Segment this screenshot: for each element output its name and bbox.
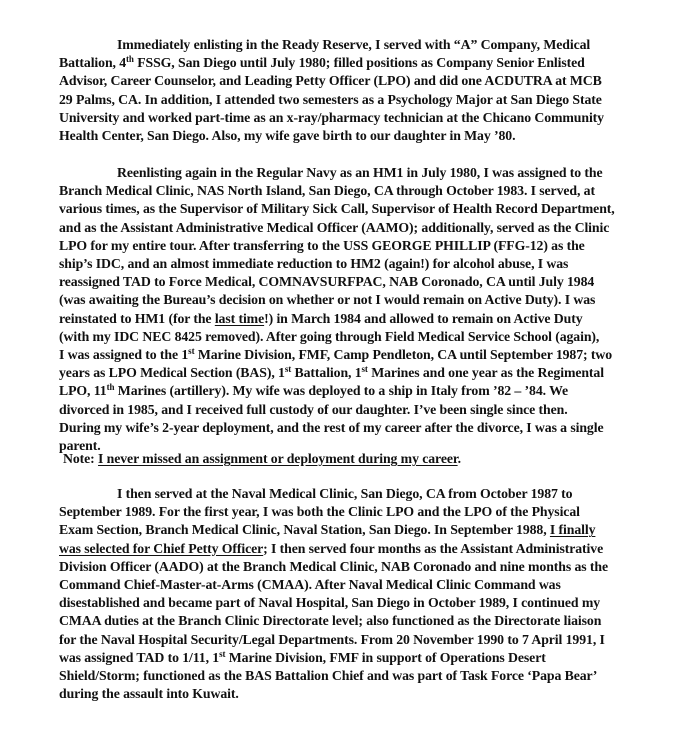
text-segment: reinstated to HM1 (for the <box>59 310 215 326</box>
underlined-text: I never missed an assignment or deployment during my career <box>98 451 458 466</box>
text-line: Health Center, San Diego. Also, my wife gave birth to our daughter in May ’80. <box>59 128 516 144</box>
text-segment: !) in March 1984 and allowed to remain on Active Duty <box>264 310 583 326</box>
text-segment: Battalion, 1 <box>291 365 362 381</box>
text-line <box>59 540 671 558</box>
ordinal-suffix: st <box>219 648 226 659</box>
ordinal-suffix: th <box>106 382 115 393</box>
text-line: divorced in 1985, and I received full custody of our daughter. I’ve been single since then. <box>59 401 568 417</box>
note-line <box>63 450 675 468</box>
text-line: September 1989. For the first year, I was both the Clinic LPO and the LPO of the Physical <box>59 504 580 520</box>
text-line: University and worked part-time as an x-ray/pharmacy technician at the Chicano Community <box>59 109 604 125</box>
text-line: reassigned TAD to Force Medical, COMNAVSURFPAC, NAB Coronado, CA until July 1984 <box>59 274 595 290</box>
text-line: Division Officer (AADO) at the Branch Medical Clinic, NAB Coronado and nine months as the <box>59 558 608 574</box>
text-segment: ; I then served four months as the Assistant Administrative <box>263 540 604 556</box>
text-segment: I was assigned to the 1 <box>59 347 189 363</box>
underlined-text: I finally <box>549 522 596 538</box>
text-line: for the Naval Hospital Security/Legal Departments. From 20 November 1990 to 7 April 1991, I <box>59 631 605 647</box>
ordinal-suffix: st <box>188 346 195 357</box>
text-line: ship’s IDC, and an almost immediate reduction to HM2 (again!) for alcohol abuse, I was <box>59 256 569 272</box>
text-line <box>59 364 671 382</box>
text-segment: Immediately enlisting in the Ready Reserve, I served with “A” Company, Medical <box>117 37 591 52</box>
text-line <box>59 310 671 328</box>
paragraph-reserve-service <box>59 36 671 145</box>
note-label: Note: <box>63 451 99 466</box>
text-line: During my wife’s 2-year deployment, and the rest of my career after the divorce, I was a single <box>59 419 604 435</box>
text-line: during the assault into Kuwait. <box>59 686 239 702</box>
paragraph-chief-service <box>59 485 671 703</box>
text-line: Advisor, Career Counselor, and Leading Petty Officer (LPO) and did one ACDUTRA at MCB <box>59 73 602 89</box>
text-segment: I then served at the Naval Medical Clinic, San Diego, CA from October 1987 to <box>117 486 573 501</box>
text-line: Command Chief-Master-at-Arms (CMAA). After Naval Medical Clinic Command was <box>59 577 561 593</box>
underlined-text: was selected for Chief Petty Officer <box>59 540 264 556</box>
text-line <box>59 54 671 72</box>
text-line: CMAA duties at the Branch Clinic Directorate level; also functioned as the Directorate liaison <box>59 613 602 629</box>
text-line: disestablished and became part of Naval Hospital, San Diego in October 1989, I continued my <box>59 595 601 611</box>
text-line: parent. <box>59 438 101 454</box>
ordinal-suffix: st <box>361 364 368 375</box>
text-segment: years as LPO Medical Section (BAS), 1 <box>59 365 285 381</box>
text-segment: Reenlisting again in the Regular Navy as an HM1 in July 1980, I was assigned to the <box>117 165 603 180</box>
text-segment: Exam Section, Branch Medical Clinic, Naval Station, San Diego. In September 1988, <box>59 522 550 538</box>
text-line <box>59 346 671 364</box>
text-line: Shield/Storm; functioned as the BAS Battalion Chief and was part of Task Force ‘Papa Bear’ <box>59 668 598 684</box>
text-line: (was awaiting the Bureau’s decision on whether or not I would remain on Active Duty). I was <box>59 292 596 308</box>
ordinal-suffix: th <box>126 54 134 65</box>
text-line <box>59 164 671 182</box>
text-segment: was assigned TAD to 1/11, 1 <box>59 649 220 665</box>
text-segment: LPO, 11 <box>59 383 107 399</box>
text-segment: Marines and one year as the Regimental <box>367 365 604 381</box>
underlined-text: last time <box>214 310 265 326</box>
text-line: various times, as the Supervisor of Military Sick Call, Supervisor of Health Record Department, <box>59 201 615 217</box>
paragraph-regular-navy <box>59 164 671 455</box>
text-line: LPO for my entire tour. After transferring to the USS GEORGE PHILLIP (FFG-12) as the <box>59 237 585 253</box>
text-line <box>59 649 671 667</box>
text-segment: Battalion, 4 <box>59 55 127 71</box>
text-segment: Marine Division, FMF, Camp Pendleton, CA until September 1987; two <box>194 347 613 363</box>
text-line <box>59 382 671 400</box>
text-line <box>59 36 671 54</box>
text-line <box>63 450 675 468</box>
text-line: (with my IDC NEC 8425 removed). After going through Field Medical Service School (again), <box>59 328 600 344</box>
text-line <box>59 521 671 539</box>
text-line: Branch Medical Clinic, NAS North Island, San Diego, CA through October 1983. I served, at <box>59 183 595 199</box>
text-line: and as the Assistant Administrative Medical Officer (AAMO); additionally, served as the Clinic <box>59 219 610 235</box>
ordinal-suffix: st <box>284 364 292 375</box>
text-line: 29 Palms, CA. In addition, I attended two semesters as a Psychology Major at San Diego State <box>59 91 602 107</box>
text-line <box>59 485 671 503</box>
text-segment: Marine Division, FMF in support of Operations Desert <box>225 649 546 665</box>
text-segment: Marines (artillery). My wife was deployed to a ship in Italy from ’82 – ’84. We <box>114 383 569 399</box>
text-segment: FSSG, San Diego until July 1980; filled positions as Company Senior Enlisted <box>133 55 585 71</box>
text-segment: . <box>457 451 461 466</box>
